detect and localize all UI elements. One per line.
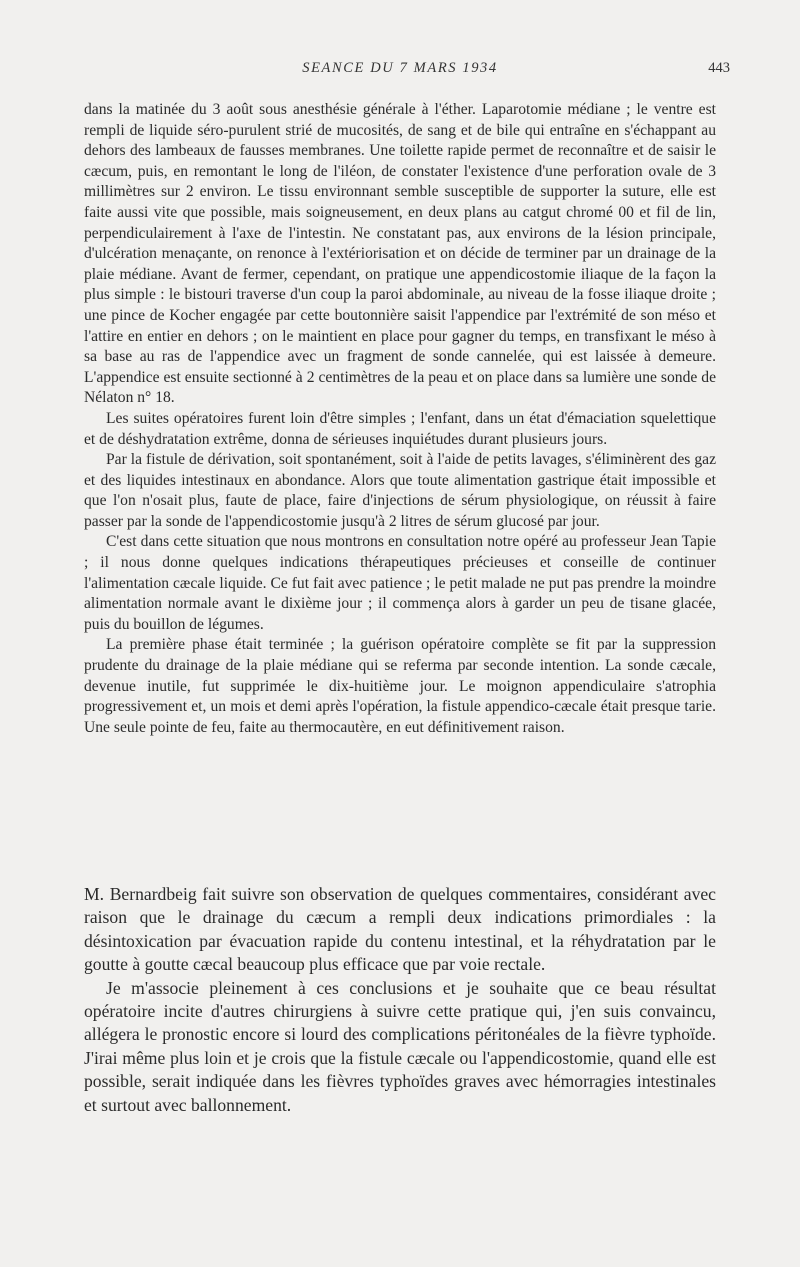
- observation-paragraph: Les suites opératoires furent loin d'être simples ; l'enfant, dans un état d'émaciation squelettique et de déshydratation extrême, donna de sérieuses inquiétudes durant plusieurs jours.: [84, 409, 716, 448]
- reporter-commentary: [84, 883, 716, 1117]
- page-number: 443: [708, 60, 730, 76]
- observation-paragraph: La première phase était terminée ; la guérison opératoire complète se fit par la suppression prudente du drainage de la plaie médiane qui se referma par seconde intention. La sonde cæcale, devenue inutile, fut supprimée le dix-huitième jour. Le moignon appendiculaire s'atrophia progressivement et, un mois et demi après l'opération, la fistule appendico-cæcale était presque tarie. Une seule pointe de feu, faite au thermocautère, en eut définitivement raison.: [84, 636, 716, 736]
- commentary-paragraph: M. Bernardbeig fait suivre son observation de quelques commentaires, considérant avec raison que le drainage du cæcum a rempli deux indications primordiales : la désintoxication par évacuation rapide du contenu intestinal, et la réhydratation par le goutte à goutte cæcal beaucoup plus efficace que par voie rectale.: [84, 884, 716, 975]
- commentary-paragraph: Je m'associe pleinement à ces conclusions et je souhaite que ce beau résultat opératoire incite d'autres chirurgiens à suivre cette pratique qui, j'en suis convaincu, allégera le pronostic encore si lourd des complications péritonéales de la fièvre typhoïde. J'irai même plus loin et je crois que la fistule cæcale ou l'appendicostomie, quand elle est possible, serait indiquée dans les fièvres typhoïdes graves avec hémorragies intestinales et surtout avec ballonnement.: [84, 977, 716, 1115]
- case-observation: [84, 100, 716, 738]
- observation-paragraph: C'est dans cette situation que nous montrons en consultation notre opéré au professeur Jean Tapie ; il nous donne quelques indications thérapeutiques précieuses et conseille de continuer l'alimentation cæcale liquide. Ce fut fait avec patience ; le petit malade ne put pas prendre la moindre alimentation normale avant le dixième jour ; il commença alors à garder un peu de tisane glacée, puis du bouillon de légumes.: [84, 533, 716, 633]
- running-head: SEANCE DU 7 MARS 1934: [302, 60, 498, 76]
- page-header: [84, 60, 730, 84]
- observation-paragraph: dans la matinée du 3 août sous anesthésie générale à l'éther. Laparotomie médiane ; le ventre est rempli de liquide séro-purulent strié de mucosités, de sang et de bile qui entraîne en s'échappant au dehors des lambeaux de fausses membranes. Une toilette rapide permet de reconnaître et de saisir le cæcum, puis, en remontant le long de l'iléon, de constater l'existence d'une perforation ovale de 3 millimètres sur 2 environ. Le tissu environnant semble susceptible de supporter la suture, elle est faite aussi vite que possible, mais soigneusement, en deux plans au catgut chromé 00 et fil de lin, perpendiculairement à l'axe de l'intestin. Ne constatant pas, aux environs de la lésion principale, d'ulcération menaçante, on renonce à l'extériorisation et on décide de terminer par un drainage de la plaie médiane. Avant de fermer, cependant, on pratique une appendicostomie iliaque de la façon la plus simple : le bistouri traverse d'un coup la paroi abdominale, au niveau de la fosse iliaque droite ; une pince de Kocher engagée par cette boutonnière saisit l'appendice par l'extrémité de son méso et l'attire en entier en dehors ; on le maintient en place pour gagner du temps, en transfixant le méso à sa base au ras de l'appendice avec un fragment de sonde cannelée, qui est laissée à demeure. L'appendice est ensuite sectionné à 2 centimètres de la peau et on place dans sa lumière une sonde de Nélaton n° 18.: [84, 101, 716, 407]
- observation-paragraph: Par la fistule de dérivation, soit spontanément, soit à l'aide de petits lavages, s'éliminèrent des gaz et des liquides intestinaux en abondance. Alors que toute alimentation gastrique était impossible et que l'on n'osait plus, faute de place, faire d'injections de sérum physiologique, on réussit à faire passer par la sonde de l'appendicostomie jusqu'à 2 litres de sérum glucosé par jour.: [84, 451, 716, 530]
